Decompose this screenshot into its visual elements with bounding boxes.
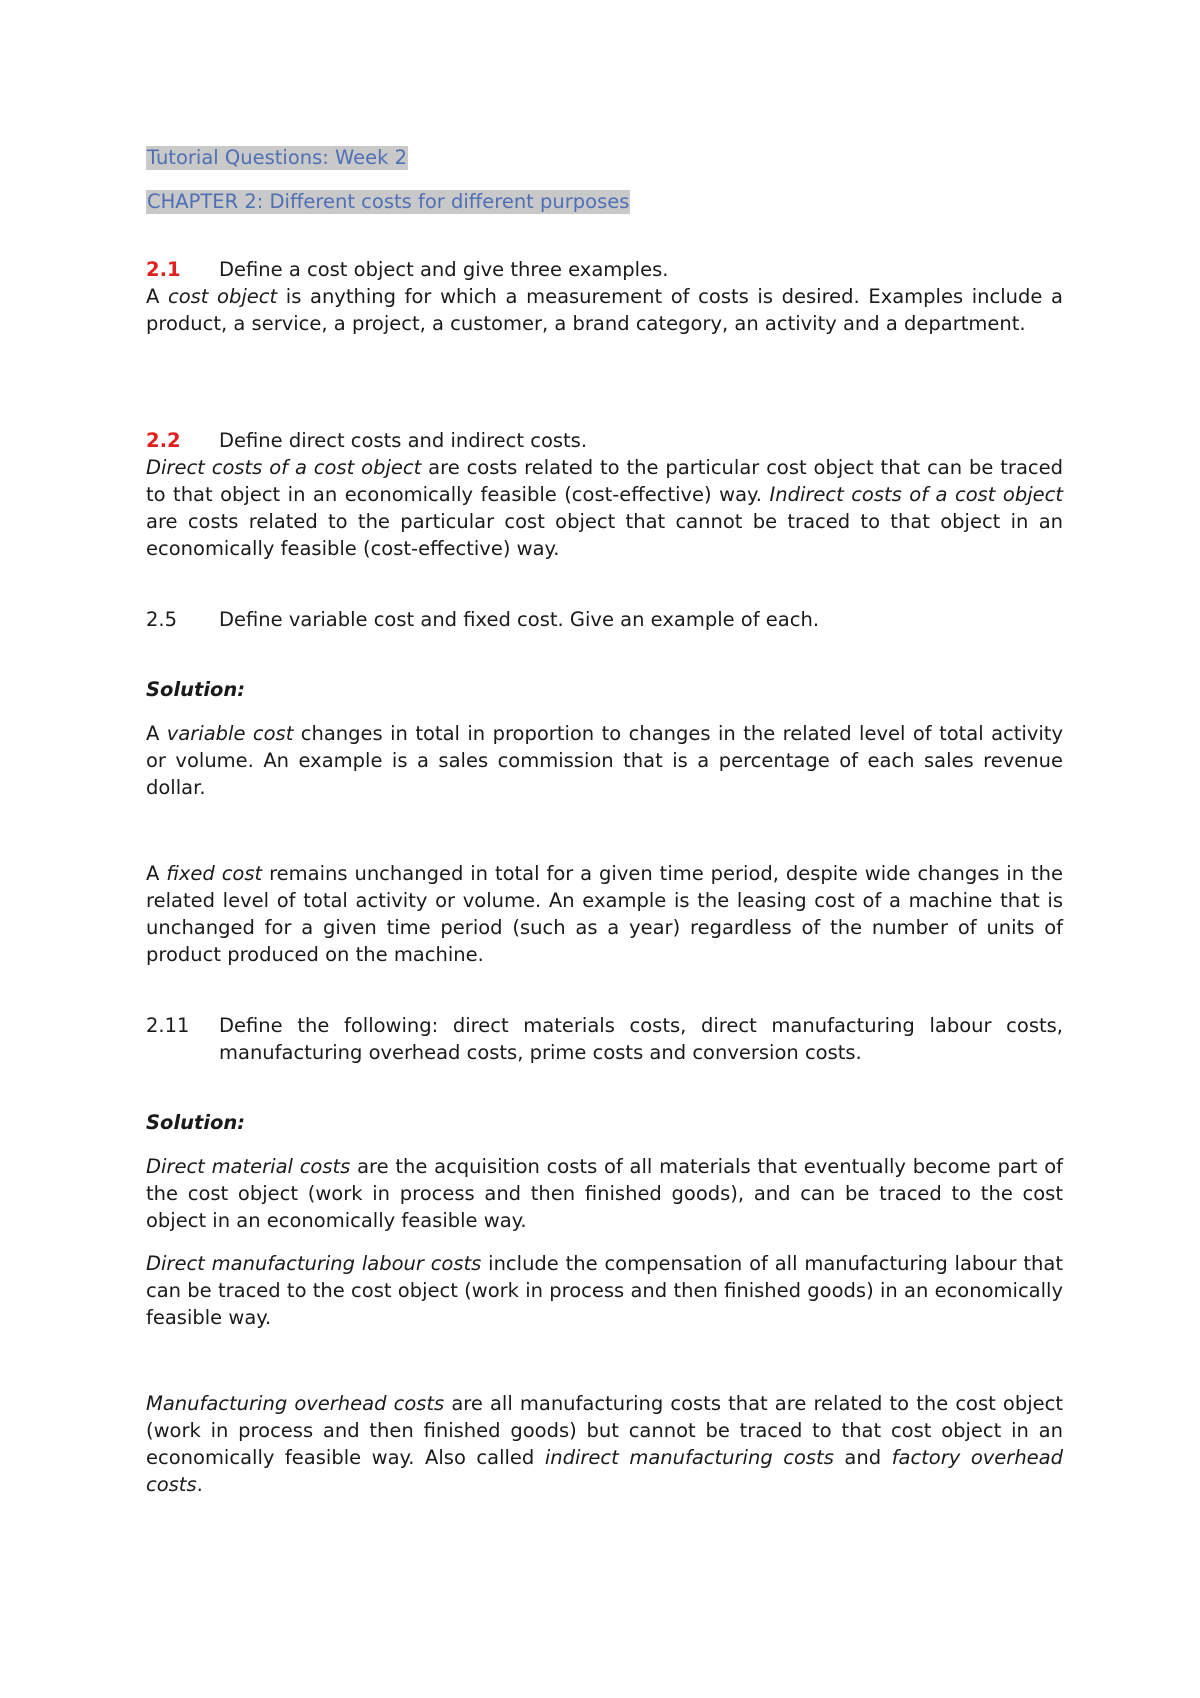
question-text: Define variable cost and fixed cost. Give an example of each. [219,608,820,631]
answer-manufacturing-overhead [146,1390,1063,1498]
chapter-line [146,188,1063,215]
term-factory-overhead: factory overhead costs [146,1446,1063,1496]
answer-text: remains unchanged in total for a given time period, despite wide changes in the related level of total activity or volume. An example is the leasing cost of a machine that is unchanged for a given time period (such as a year) regardless of the number of units of product produced on the machine. [146,862,1063,966]
answer-text: A [146,722,167,745]
question-text: Define a cost object and give three examples. [219,258,669,281]
answer-text: are all manufacturing costs that are related to the cost object (work in process and then finished goods) but cannot be traced to that cost object in an economically feasible way. Also called [146,1392,1063,1469]
term-fixed-cost: fixed cost [166,862,263,885]
term-indirect-manufacturing: indirect manufacturing costs [544,1446,834,1469]
answer-text: are the acquisition costs of all materials that eventually become part of the cost object (work in process and then finished goods), and can be traced to the cost object in an economically feasible way. [146,1155,1064,1232]
question-2-5 [146,606,1063,633]
question-text: Define the following: direct materials costs, direct manufacturing labour costs, manufacturing overhead costs, prime costs and conversion costs. [219,1014,1063,1064]
answer-text: is anything for which a measurement of costs is desired. Examples include a product, a service, a project, a customer, a brand category, an activity and a department. [146,285,1063,335]
question-2-2 [146,427,1063,454]
answer-text: are costs related to the particular cost object that cannot be traced to that object in an economically feasible (cost-effective) way. [146,510,1063,560]
question-number: 2.1 [146,258,181,281]
term-manufacturing-overhead: Manufacturing overhead costs [146,1392,445,1415]
answer-text: include the compensation of all manufacturing labour that can be traced to the cost object (work in process and then finished goods) in an economically feasible way. [146,1252,1063,1329]
question-2-1 [146,256,1063,283]
term-cost-object: cost object [167,285,278,308]
answer-variable-cost [146,720,1063,801]
question-number: 2.2 [146,429,181,452]
answer-fixed-cost [146,860,1063,968]
term-indirect-costs: Indirect costs of a cost object [769,483,1063,506]
solution-heading: Solution: [146,1111,246,1134]
answer-direct-labour [146,1250,1063,1331]
answer-2-2 [146,454,1063,562]
question-number: 2.11 [146,1014,190,1037]
term-direct-material-costs: Direct material costs [146,1155,351,1178]
question-text: Define direct costs and indirect costs. [219,429,588,452]
solution-label-2 [146,1109,1063,1136]
answer-text: A [146,285,168,308]
chapter-heading: CHAPTER 2: Different costs for different purposes [147,190,630,213]
answer-text: . [196,1473,203,1496]
page-title: Tutorial Questions: Week 2 [147,146,408,169]
answer-direct-material [146,1153,1063,1234]
answer-2-1 [146,283,1063,337]
answer-text: and [833,1446,892,1469]
question-number: 2.5 [146,608,178,631]
term-direct-costs: Direct costs of a cost object [146,456,422,479]
answer-text: are costs related to the particular cost object that can be traced to that object in an economically feasible (cost-effective) way. [146,456,1063,506]
term-direct-labour-costs: Direct manufacturing labour costs [146,1252,482,1275]
answer-text: changes in total in proportion to changes in the related level of total activity or volume. An example is a sales commission that is a percentage of each sales revenue dollar. [146,722,1063,799]
answer-text: A [146,862,167,885]
title-line [146,144,1063,171]
question-2-11 [146,1012,1063,1066]
solution-label [146,676,1063,703]
term-variable-cost: variable cost [166,722,294,745]
solution-heading: Solution: [146,678,246,701]
